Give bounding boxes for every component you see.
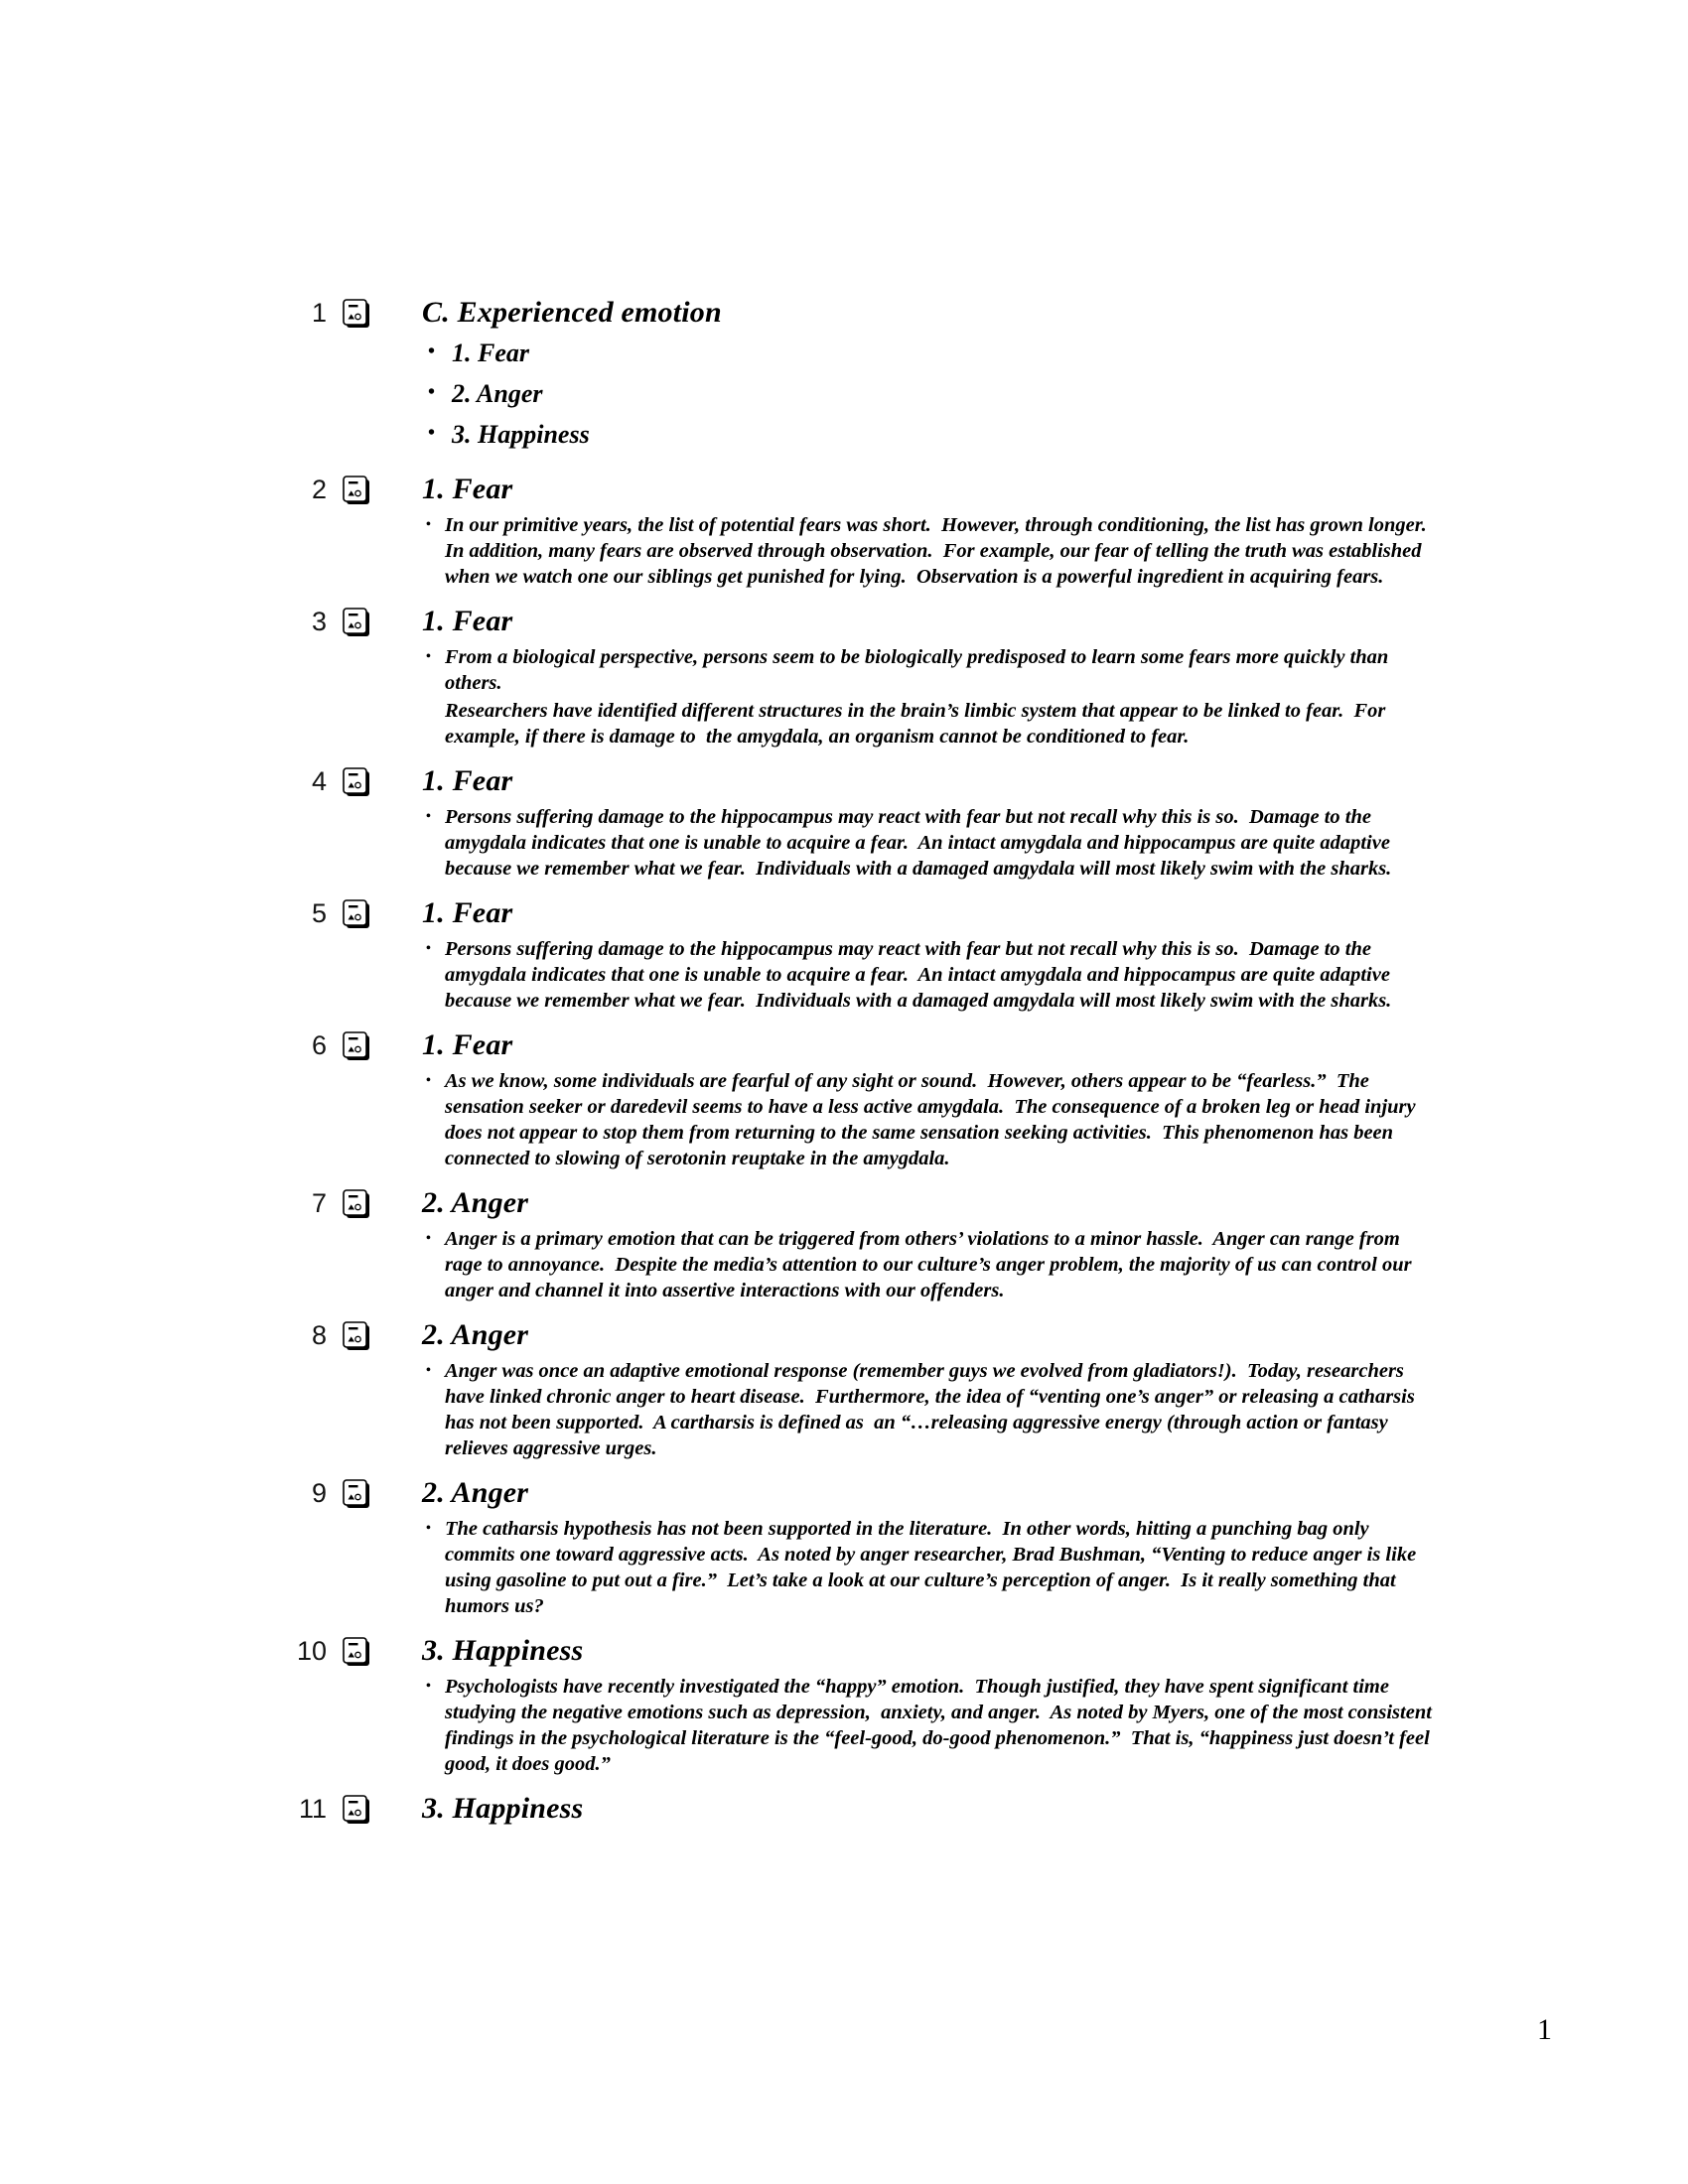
slide-number: 4 [311, 766, 327, 796]
slide-title: 1. Fear [422, 473, 513, 505]
slide-row [0, 1317, 1688, 1461]
slide-body-text: • The catharsis hypothesis has not been supported in the literature. In other words, hitting a punching bag only commits one toward aggressive acts. As noted by anger researcher, Brad Bushman, “Venting to reduce anger is like using gasoline to put out a fire.” Let’s take a look at our culture’s perception of anger. Is it really something that humors us? [422, 1516, 1438, 1619]
slide-title: 2. Anger [422, 1186, 529, 1219]
slide-icon-glyph [343, 767, 371, 797]
slide-sub-bullets [422, 333, 1420, 455]
slide-title: 1. Fear [422, 764, 513, 797]
slide-body-text: • Anger is a primary emotion that can be triggered from others’ violations to a minor hassle. Anger can range from rage to annoyance. Despite the media’s attention to our culture’s anger problem, the majority of us can control our anger and channel it into assertive interactions with our offenders. [422, 1226, 1438, 1303]
slide-icon-glyph [343, 1321, 371, 1351]
slide-number: 1 [311, 298, 327, 328]
slide-title: 1. Fear [422, 896, 513, 929]
slide-number: 10 [296, 1636, 327, 1666]
slide-icon-glyph [343, 608, 371, 637]
slide-row [0, 1633, 1688, 1777]
slide-number: 11 [298, 1794, 327, 1824]
slide-body-text: • From a biological perspective, persons seem to be biologically predisposed to learn some fears more quickly than others. [422, 644, 1438, 696]
slide-body-text: • In our primitive years, the list of potential fears was short. However, through conditioning, the list has grown longer. In addition, many fears are observed through observation. For example, our fear of telling the truth was established when we watch one our siblings get punished for lying. Observation is a powerful ingredient in acquiring fears. [422, 512, 1438, 590]
slide-number: 8 [311, 1320, 327, 1350]
page-number: 1 [1537, 2013, 1552, 2046]
slide-icon [343, 1185, 422, 1303]
slide-icon [343, 895, 422, 1014]
slide-number: 9 [311, 1478, 327, 1508]
outline [0, 295, 1688, 1841]
slide-number: 7 [311, 1188, 327, 1218]
slide-row [0, 604, 1688, 750]
slide-title: 3. Happiness [422, 1634, 584, 1667]
outline-bullet: • 1. Fear [422, 333, 1420, 373]
slide-icon-glyph [343, 1637, 371, 1667]
slide-icon [343, 1475, 422, 1619]
slide-icon-glyph [343, 1031, 371, 1061]
slide-icon-glyph [343, 476, 371, 505]
slide-number: 3 [311, 607, 327, 636]
slide-icon [343, 604, 422, 750]
slide-title: C. Experienced emotion [422, 296, 722, 329]
slide-row [0, 472, 1688, 590]
slide-number: 2 [311, 475, 327, 504]
slide-icon-glyph [343, 899, 371, 929]
slide-row [0, 895, 1688, 1014]
slide-row [0, 763, 1688, 882]
slide-icon [343, 1633, 422, 1777]
slide-icon [343, 295, 422, 455]
slide-number: 6 [311, 1030, 327, 1060]
slide-icon-glyph [343, 1795, 371, 1825]
slide-icon-glyph [343, 299, 371, 329]
slide-body-text: • Psychologists have recently investigated the “happy” emotion. Though justified, they have spent significant time studying the negative emotions such as depression, anxiety, and anger. As noted by Myers, one of the most consistent findings in the psychological literature is the “feel-good, do-good phenomenon.” That is, “happiness just doesn’t feel good, it does good.” [422, 1674, 1438, 1777]
slide-row [0, 1027, 1688, 1171]
slide-icon-glyph [343, 1479, 371, 1509]
slide-title: 2. Anger [422, 1476, 529, 1509]
slide-body-text: • Persons suffering damage to the hippocampus may react with fear but not recall why this is so. Damage to the amygdala indicates that one is unable to acquire a fear. An intact amygdala and hippocampus are quite adaptive because we remember what we fear. Individuals with a damaged amgydala will most likely swim with the sharks. [422, 804, 1438, 882]
slide-title: 3. Happiness [422, 1792, 584, 1825]
slide-icon-glyph [343, 1189, 371, 1219]
slide-row [0, 1791, 1688, 1827]
slide-body-text: • As we know, some individuals are fearful of any sight or sound. However, others appear to be “fearless.” The sensation seeker or daredevil seems to have a less active amygdala. The consequence of a broken leg or head injury does not appear to stop them from returning to the same sensation seeking activities. This phenomenon has been connected to slowing of serotonin reuptake in the amygdala. [422, 1068, 1438, 1171]
slide-icon [343, 763, 422, 882]
slide-body-text: • Anger was once an adaptive emotional response (remember guys we evolved from gladiators!). Today, researchers have linked chronic anger to heart disease. Furthermore, the idea of “venting one’s anger” or releasing a catharsis has not been supported. A cartharsis is defined as an “…releasing aggressive energy (through action or fantasy relieves aggressive urges. [422, 1358, 1438, 1461]
slide-number: 5 [311, 898, 327, 928]
slide-icon [343, 472, 422, 590]
slide-row [0, 1475, 1688, 1619]
outline-bullet: • 3. Happiness [422, 414, 1420, 455]
slide-body-text: Researchers have identified different structures in the brain’s limbic system that appear to be linked to fear. For example, if there is damage to the amygdala, an organism cannot be conditioned to fear. [445, 700, 1391, 748]
slide-title: 1. Fear [422, 1028, 513, 1061]
slide-icon [343, 1791, 422, 1827]
slide-title: 1. Fear [422, 605, 513, 637]
slide-body-text: • Persons suffering damage to the hippocampus may react with fear but not recall why this is so. Damage to the amygdala indicates that one is unable to acquire a fear. An intact amygdala and hippocampus are quite adaptive because we remember what we fear. Individuals with a damaged amgydala will most likely swim with the sharks. [422, 936, 1438, 1014]
slide-title: 2. Anger [422, 1318, 529, 1351]
outline-bullet: • 2. Anger [422, 373, 1420, 414]
slide-row [0, 1185, 1688, 1303]
slide-icon [343, 1027, 422, 1171]
slide-icon [343, 1317, 422, 1461]
slide-row [0, 295, 1688, 455]
